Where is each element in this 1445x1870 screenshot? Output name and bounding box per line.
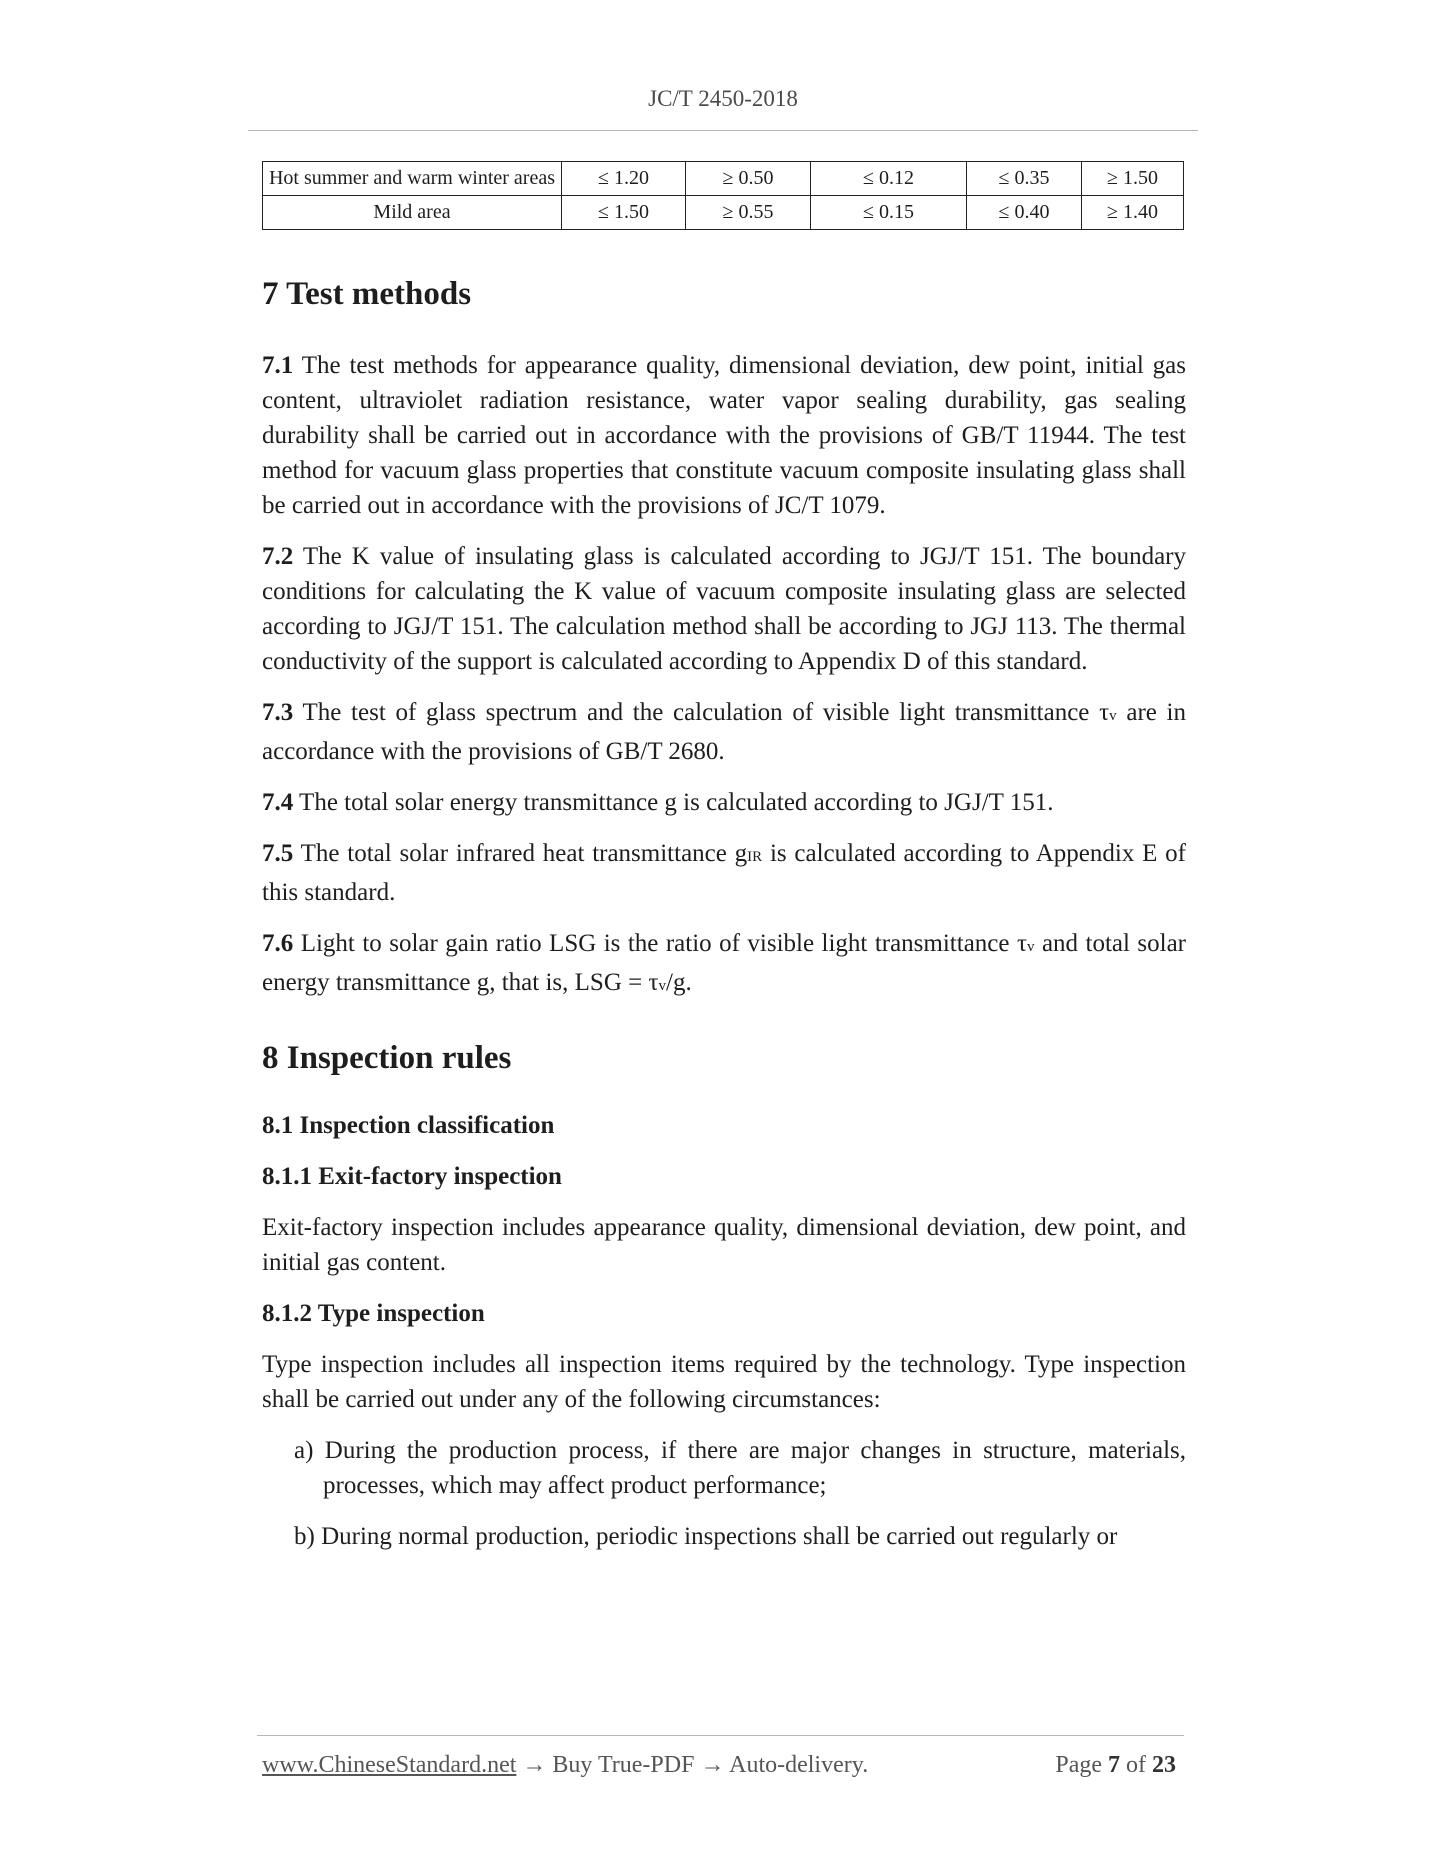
table-cell: ≤ 0.12 [811, 162, 967, 196]
table-cell: ≥ 1.50 [1082, 162, 1184, 196]
page-total: 23 [1152, 1752, 1176, 1778]
list-item: a) During the production process, if there are major changes in structure, materials, processes, which may affect product performance; [294, 1437, 1186, 1499]
list-item: b) During normal production, periodic inspections shall be carried out regularly or [294, 1523, 1118, 1550]
subscript: IR [747, 849, 763, 865]
clause-text: Light to solar gain ratio LSG is the ratio of visible light transmittance τ [293, 930, 1027, 957]
clause-7-4 [262, 785, 1186, 820]
clause-text: The test of glass spectrum and the calculation of visible light transmittance τ [293, 699, 1110, 726]
table-row [263, 196, 1184, 230]
document-code-header: JC/T 2450-2018 [648, 86, 798, 111]
clause-text: The total solar energy transmittance g is calculated according to JGJ/T 151. [293, 789, 1054, 816]
clause-text: are in accordance with the provisions of GB/T 2680. [262, 699, 1186, 765]
footer-divider [257, 1735, 1184, 1736]
table-cell: ≤ 0.40 [967, 196, 1082, 230]
clause-8-1-1-text: Exit-factory inspection includes appearance quality, dimensional deviation, dew point, and initial gas content. [262, 1214, 1186, 1276]
header-divider [248, 130, 1198, 131]
clause-number: 7.3 [262, 699, 294, 726]
clause-number: 7.1 [262, 352, 294, 379]
table-cell: ≤ 1.50 [562, 196, 686, 230]
page-footer [262, 1752, 1186, 1779]
website-link[interactable]: www.ChineseStandard.net [262, 1752, 517, 1778]
clause-8-1-2-heading: 8.1.2 Type inspection [262, 1300, 485, 1327]
clause-7-6 [262, 926, 1186, 1004]
table-cell: Mild area [263, 196, 562, 230]
clause-text: The test methods for appearance quality, dimensional deviation, dew point, initial gas content, ultraviolet radiation resistance, water vapor sealing durability, gas sealing durability shall be carried out in accordance with the provisions of GB/T 11944. The test method for vacuum glass properties that constitute vacuum composite insulating glass shall be carried out in accordance with the provisions of JC/T 1079. [262, 352, 1186, 519]
subscript: v [1027, 939, 1035, 955]
clause-text: The total solar infrared heat transmittance g [293, 840, 748, 867]
circumstances-list [262, 1433, 1186, 1554]
clause-number: 7.2 [262, 543, 294, 570]
section-7-heading: 7 Test methods [262, 276, 472, 312]
section-8-heading: 8 Inspection rules [262, 1040, 512, 1076]
table-cell: ≤ 0.35 [967, 162, 1082, 196]
table-cell: ≤ 1.20 [562, 162, 686, 196]
clause-text: /g. [666, 969, 692, 996]
document-body [262, 270, 1186, 1554]
of-label: of [1126, 1752, 1146, 1778]
subscript: v [658, 978, 667, 994]
subscript: v [1109, 708, 1117, 724]
clause-text: and total solar energy transmittance g, that is, LSG = τ [262, 930, 1186, 996]
footer-tagline: → Buy True-PDF → Auto-delivery. [516, 1752, 869, 1778]
clause-number: 7.4 [262, 789, 294, 816]
clause-8-1-heading: 8.1 Inspection classification [262, 1112, 555, 1139]
clause-7-5 [262, 836, 1186, 910]
table-cell: ≤ 0.15 [811, 196, 967, 230]
page-label: Page [1055, 1752, 1102, 1778]
clause-7-1 [262, 348, 1186, 523]
table-cell: ≥ 0.50 [686, 162, 811, 196]
performance-limits-table [262, 161, 1184, 230]
clause-8-1-1-heading: 8.1.1 Exit-factory inspection [262, 1163, 562, 1190]
table-row [263, 162, 1184, 196]
page-indicator [1055, 1752, 1176, 1779]
clause-number: 7.5 [262, 840, 294, 867]
clause-number: 7.6 [262, 930, 294, 957]
table-cell: ≥ 1.40 [1082, 196, 1184, 230]
clause-text: The K value of insulating glass is calculated according to JGJ/T 151. The boundary conditions for calculating the K value of vacuum composite insulating glass are selected according to JGJ/T 151. The calculation method shall be according to JGJ 113. The thermal conductivity of the support is calculated according to Appendix D of this standard. [262, 543, 1186, 675]
clause-7-2 [262, 539, 1186, 679]
page-number: 7 [1108, 1752, 1120, 1778]
table-cell: ≥ 0.55 [686, 196, 811, 230]
table-cell: Hot summer and warm winter areas [263, 162, 562, 196]
clause-7-3 [262, 695, 1186, 769]
clause-text: is calculated according to Appendix E of this standard. [262, 840, 1186, 906]
clause-8-1-2-text: Type inspection includes all inspection items required by the technology. Type inspection shall be carried out under any of the following circumstances: [262, 1351, 1186, 1413]
